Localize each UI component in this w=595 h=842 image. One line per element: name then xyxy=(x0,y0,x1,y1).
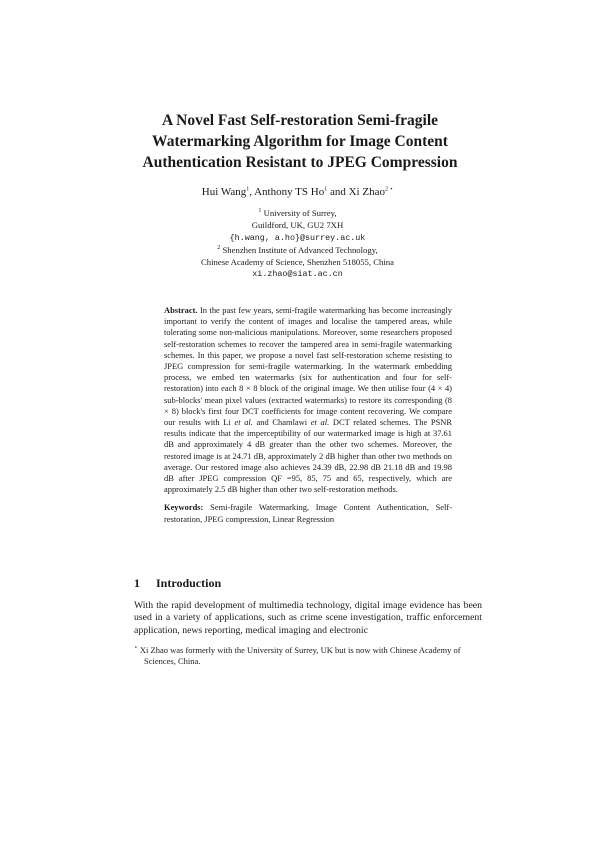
author-name: Xi Zhao xyxy=(348,186,385,198)
footnote-text: Xi Zhao was formerly with the University of Surrey, UK but is now with Chinese Academy of Sciences, China. xyxy=(139,645,461,666)
footnote-marker: ⋆ xyxy=(134,645,138,652)
author-list xyxy=(140,185,455,199)
keywords-text: Semi-fragile Watermarking, Image Content Authentication, Self-restoration, JPEG compression, Linear Regression xyxy=(164,502,452,524)
abstract-label: Abstract. xyxy=(164,305,198,315)
affiliation-text: Shenzhen Institute of Advanced Technology, xyxy=(222,244,378,255)
affiliations xyxy=(150,207,445,281)
author-sup: 1 xyxy=(324,186,328,193)
abstract-text: In the past few years, semi-fragile watermarking has become increasingly important to verify the content of images and localise the tampered areas, while tolerating some non-malicious manipulations. Moreover, some researchers proposed self-restoration schemes to recover the tampered area in semi-fragile watermarking schemes. In this paper, we propose a novel fast self-restoration scheme resisting to JPEG compression for semi-fragile watermarking. In the watermark embedding process, we embed ten watermarks (six for authentication and four for self-restoration) into each 8 × 8 block of the original image. We then utilise four (4 × 4) sub-blocks' mean pixel values (extracted watermarks) to restore its corresponding (8 × 8) block's first four DCT coefficients for image content recovering. We compare our results with Li xyxy=(164,305,452,428)
intro-body xyxy=(134,600,482,637)
affiliation-text: University of Surrey, xyxy=(263,208,337,218)
author-name: Hui Wang xyxy=(201,186,247,198)
footnote-paragraph xyxy=(134,645,482,667)
abstract-text: DCT related schemes. The PSNR results indicate that the imperceptibility of our watermarked image is high at 37.61 dB and approximately 4 dB greater than the other two schemes. Moreover, the restored image is at 24.71 dB, approximately 2 dB higher than other two methods on average. Our restored image also achieves 24.39 dB, 22.98 dB 21.18 dB and 19.98 dB after JPEG compression QF =95, 85, 75 and 65, respectively, which are approximately 2.5 dB higher than other two self-restoration methods. xyxy=(164,417,452,495)
abstract-text: and Chamlawi xyxy=(252,417,311,428)
author-sep: , xyxy=(249,186,255,198)
author-sup: 1 xyxy=(246,186,250,193)
affiliation-2-email: xi.zhao@siat.ac.cn xyxy=(252,269,343,280)
paper-title: A Novel Fast Self-restoration Semi-fragile Watermarking Algorithm for Image Content Authentication Resistant to JPEG Compression xyxy=(142,112,458,171)
abstract-block xyxy=(164,305,452,525)
affiliation-sup: 2 xyxy=(217,245,221,251)
section-number: 1 xyxy=(134,576,140,590)
section-heading xyxy=(134,576,474,591)
abstract-etal: et al. xyxy=(234,417,253,428)
affiliation-1-line1 xyxy=(150,207,445,219)
affiliation-1-email: {h.wang, a.ho}@surrey.ac.uk xyxy=(229,232,366,243)
keywords-label: Keywords: xyxy=(164,502,204,513)
abstract-etal: et al. xyxy=(310,417,330,428)
author-sep: and xyxy=(327,186,349,198)
section-title: Introduction xyxy=(156,576,222,590)
affiliation-2-line1 xyxy=(150,244,445,256)
author-sup: 2 ⋆ xyxy=(384,186,394,193)
footnote xyxy=(134,645,482,667)
affiliation-sup: 1 xyxy=(258,208,262,215)
keywords-paragraph xyxy=(164,502,452,524)
abstract-paragraph xyxy=(164,305,452,495)
affiliation-1-line2: Guildford, UK, GU2 7XH xyxy=(251,220,344,231)
affiliation-2-line2: Chinese Academy of Science, Shenzhen 518055, China xyxy=(200,257,394,268)
author-name: Anthony TS Ho xyxy=(254,186,325,198)
intro-paragraph: With the rapid development of multimedia technology, digital image evidence has been used in a variety of applications, such as crime scene investigation, traffic enforcement application, news reporting, medical imaging and electronic xyxy=(134,600,482,636)
